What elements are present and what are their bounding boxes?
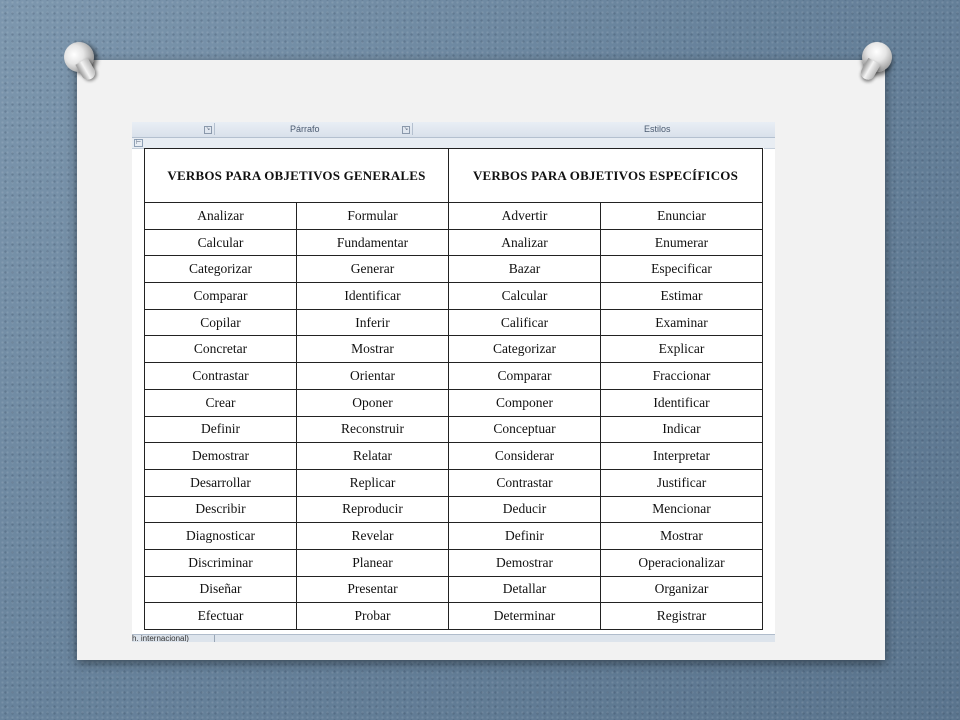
table-row [145, 576, 763, 603]
table-row [145, 416, 763, 443]
table-cell: Determinar [449, 603, 601, 630]
table-cell: Comparar [145, 283, 297, 310]
table-cell: Efectuar [145, 603, 297, 630]
table-cell: Relatar [297, 443, 449, 470]
table-row [145, 389, 763, 416]
table-cell: Considerar [449, 443, 601, 470]
table-cell: Crear [145, 389, 297, 416]
table-cell: Desarrollar [145, 469, 297, 496]
table-cell: Especificar [601, 256, 763, 283]
table-cell: Reproducir [297, 496, 449, 523]
table-cell: Replicar [297, 469, 449, 496]
table-cell: Demostrar [145, 443, 297, 470]
table-row [145, 336, 763, 363]
tab-selector-icon[interactable]: ⊢ [135, 140, 142, 146]
table-cell: Describir [145, 496, 297, 523]
table-cell: Explicar [601, 336, 763, 363]
table-cell: Mostrar [297, 336, 449, 363]
table-row [145, 309, 763, 336]
header-general-verbs: VERBOS PARA OBJETIVOS GENERALES [145, 149, 449, 203]
table-cell: Generar [297, 256, 449, 283]
table-cell: Conceptuar [449, 416, 601, 443]
ribbon-group-labels [132, 122, 775, 138]
table-cell: Detallar [449, 576, 601, 603]
table-row [145, 283, 763, 310]
ribbon-group-styles: Estilos [644, 124, 671, 134]
table-cell: Orientar [297, 363, 449, 390]
table-cell: Identificar [297, 283, 449, 310]
table-cell: Identificar [601, 389, 763, 416]
table-cell: Presentar [297, 576, 449, 603]
table-cell: Formular [297, 203, 449, 230]
table-cell: Operacionalizar [601, 549, 763, 576]
table-cell: Enumerar [601, 229, 763, 256]
table-cell: Componer [449, 389, 601, 416]
document-page [144, 148, 764, 634]
pushpin-icon [857, 37, 898, 78]
status-separator [214, 635, 215, 642]
language-status[interactable]: h. internacional) [132, 634, 189, 642]
table-cell: Revelar [297, 523, 449, 550]
table-row [145, 256, 763, 283]
table-row [145, 496, 763, 523]
table-cell: Concretar [145, 336, 297, 363]
table-cell: Calcular [145, 229, 297, 256]
table-cell: Indicar [601, 416, 763, 443]
table-cell: Organizar [601, 576, 763, 603]
table-row [145, 603, 763, 630]
table-cell: Fraccionar [601, 363, 763, 390]
table-cell: Deducir [449, 496, 601, 523]
table-cell: Estimar [601, 283, 763, 310]
table-cell: Advertir [449, 203, 601, 230]
ribbon-group-paragraph: Párrafo [290, 124, 320, 134]
table-cell: Definir [145, 416, 297, 443]
table-cell: Definir [449, 523, 601, 550]
table-cell: Justificar [601, 469, 763, 496]
table-row [145, 469, 763, 496]
table-row [145, 549, 763, 576]
ribbon-separator [412, 123, 413, 135]
table-row [145, 203, 763, 230]
word-screenshot [132, 122, 775, 642]
pushpin-icon [59, 37, 100, 78]
table-cell: Examinar [601, 309, 763, 336]
verbs-table-body [145, 203, 763, 630]
table-cell: Analizar [145, 203, 297, 230]
table-cell: Diagnosticar [145, 523, 297, 550]
table-cell: Oponer [297, 389, 449, 416]
table-row [145, 229, 763, 256]
table-cell: Probar [297, 603, 449, 630]
header-specific-verbs: VERBOS PARA OBJETIVOS ESPECÍFICOS [449, 149, 763, 203]
table-cell: Calificar [449, 309, 601, 336]
status-bar [132, 634, 775, 642]
table-cell: Enunciar [601, 203, 763, 230]
table-cell: Discriminar [145, 549, 297, 576]
table-cell: Analizar [449, 229, 601, 256]
table-cell: Diseñar [145, 576, 297, 603]
table-cell: Bazar [449, 256, 601, 283]
table-cell: Contrastar [449, 469, 601, 496]
table-cell: Planear [297, 549, 449, 576]
table-cell: Fundamentar [297, 229, 449, 256]
table-row [145, 443, 763, 470]
table-cell: Registrar [601, 603, 763, 630]
table-cell: Copilar [145, 309, 297, 336]
table-cell: Categorizar [145, 256, 297, 283]
table-cell: Demostrar [449, 549, 601, 576]
table-cell: Mencionar [601, 496, 763, 523]
table-row [145, 363, 763, 390]
table-cell: Interpretar [601, 443, 763, 470]
table-cell: Comparar [449, 363, 601, 390]
ribbon-separator [214, 123, 215, 135]
verbs-table [144, 148, 763, 630]
table-cell: Calcular [449, 283, 601, 310]
dialog-launcher-icon[interactable]: ↘ [403, 126, 409, 132]
table-row [145, 523, 763, 550]
table-cell: Mostrar [601, 523, 763, 550]
table-cell: Contrastar [145, 363, 297, 390]
table-cell: Reconstruir [297, 416, 449, 443]
table-cell: Inferir [297, 309, 449, 336]
dialog-launcher-icon[interactable]: ↘ [205, 126, 211, 132]
table-cell: Categorizar [449, 336, 601, 363]
